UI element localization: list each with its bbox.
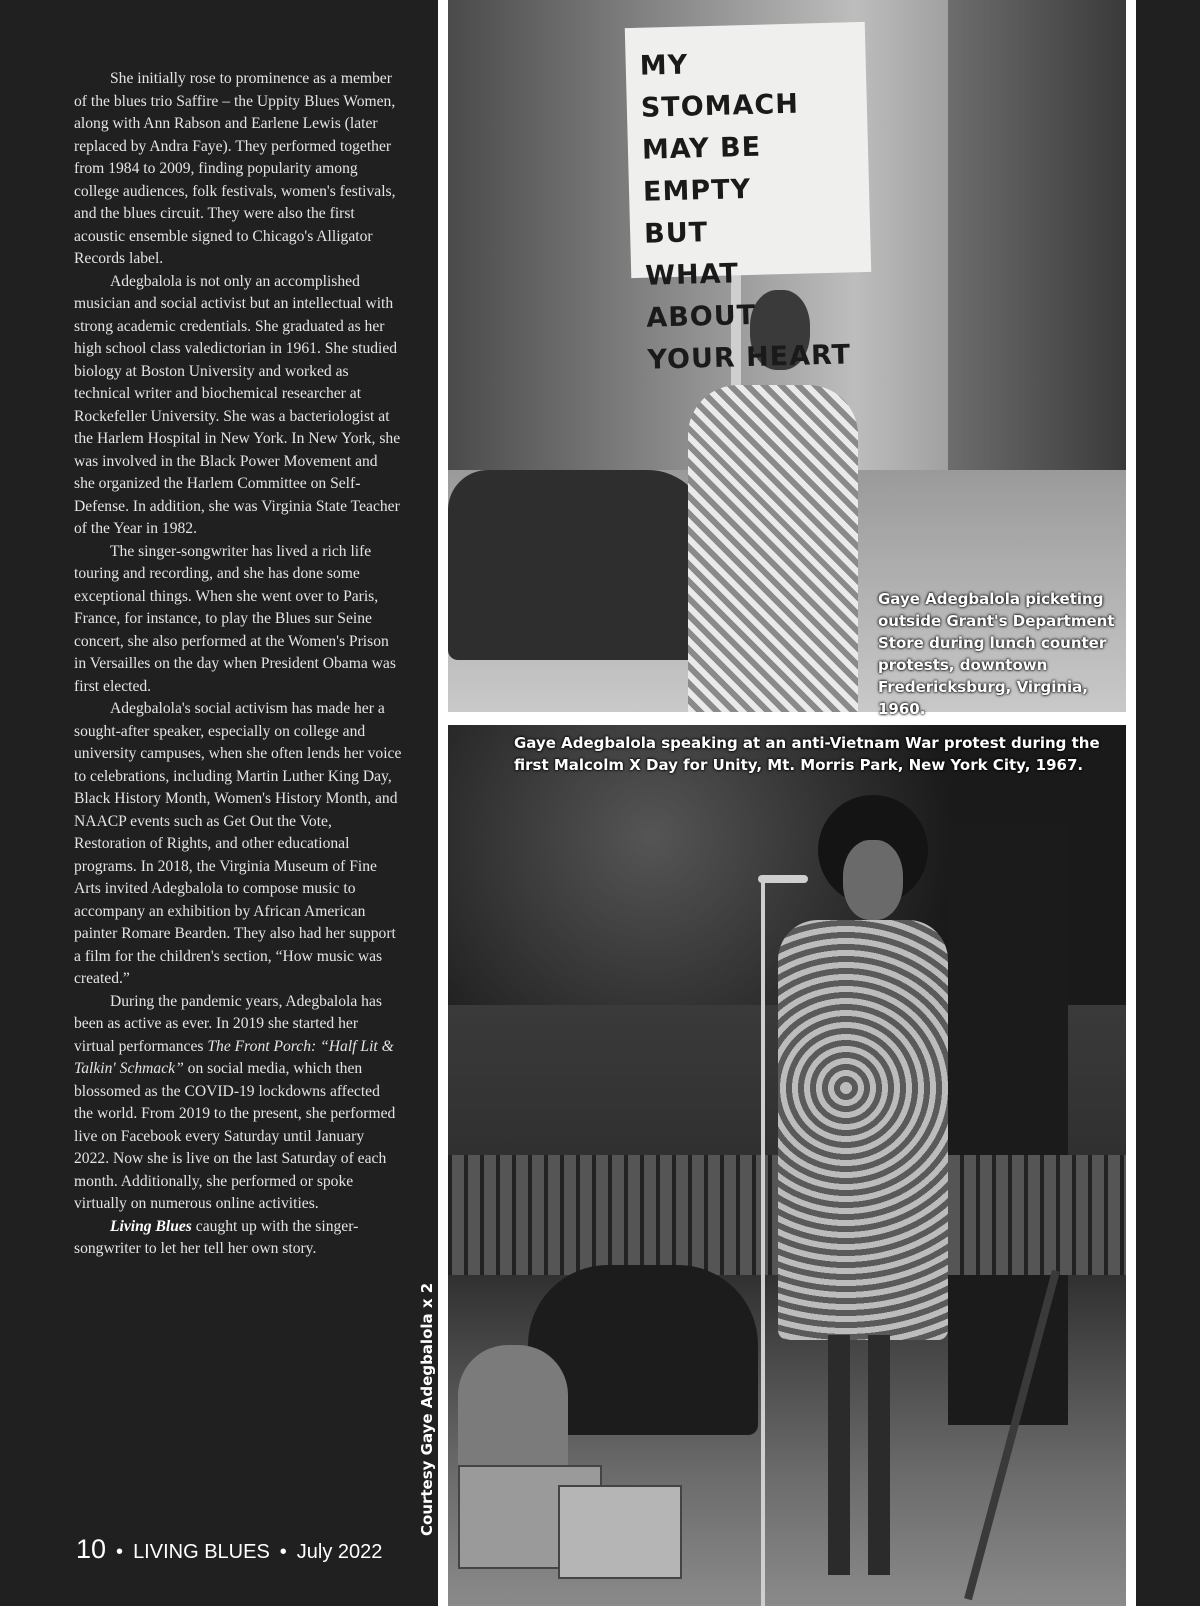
paragraph-4: Adegbalola's social activism has made her a sought-after speaker, especially on college and university campuses, when she often lends her voice to celebrations, including Martin Luther King Day, Black History Month, Women's History Month, and NAACP events such as Get Out the Vote, Restoration of Rights, and other educational programs. In 2018, the Virginia Museum of Fine Arts invited Adegbalola to compose music to accompany an exhibition by African American painter Romare Bearden. They also had her support a film for the children's section, “How music was created.” xyxy=(74,700,402,987)
p6-end: caught up with the singer-songwriter to let her tell her own story. xyxy=(74,1217,359,1257)
paragraph-5 xyxy=(74,991,402,1216)
sign-line-2: MAY BE EMPTY xyxy=(641,131,762,208)
footer-bullet-1: • xyxy=(116,1541,124,1563)
sign-line-1: MY STOMACH xyxy=(639,49,800,124)
magazine-name-inline: Living Blues xyxy=(110,1217,192,1235)
page-number: 10 xyxy=(76,1534,107,1564)
sign-line-3: BUT xyxy=(643,217,709,250)
caption-photo-picketing: Gaye Adegbalola picketing outside Grant's Department Store during lunch counter protests, downtown Fredericksburg, Virginia, 1960. xyxy=(878,590,1115,718)
magazine-name: LIVING BLUES xyxy=(133,1541,270,1563)
article-body xyxy=(74,68,402,1261)
paragraph-1: She initially rose to prominence as a member of the blues trio Saffire – the Uppity Blues Women, along with Ann Rabson and Earlene Lewis (later replaced by Andra Faye). They performed together from 1984 to 2009, finding popularity among college audiences, folk festivals, women's festivals, and the blues circuit. They were also the first acoustic ensemble signed to Chicago's Alligator Records label. xyxy=(74,70,396,267)
paragraph-2: Adegbalola is not only an accomplished musician and social activist but an intellectual with strong academic credentials. She graduated as her high school class valedictorian in 1961. She studied biology at Boston University and worked as technical writer and biochemical researcher at Rockefeller University. She was a bacteriologist at the Harlem Hospital in New York. In New York, she was involved in the Black Power Movement and she organized the Harlem Committee on Self-Defense. In addition, she was Virginia State Teacher of the Year in 1982. xyxy=(74,272,401,537)
sign-line-4: WHAT ABOUT xyxy=(644,258,757,334)
photo-credit: Courtesy Gaye Adegbalola x 2 xyxy=(418,1282,436,1536)
sign-line-5: YOUR HEART xyxy=(647,339,852,376)
issue-date: July 2022 xyxy=(296,1541,383,1563)
caption-photo-speaking: Gaye Adegbalola speaking at an anti-Vietnam War protest during the first Malcolm X Day for Unity, Mt. Morris Park, New York City, 1967. xyxy=(514,734,1100,774)
paragraph-6 xyxy=(74,1216,402,1261)
page-footer xyxy=(76,1534,382,1565)
paragraph-3: The singer-songwriter has lived a rich life touring and recording, and she has done some exceptional things. When she went over to Paris, France, for instance, to play the Blues sur Seine concert, she also performed at the Women's Prison in Versailles on the day when President Obama was first elected. xyxy=(74,542,396,695)
p5-start: During the pandemic years, Adegbalola has been as active as ever. In 2019 she started her virtual performances xyxy=(74,992,382,1055)
p5-end: on social media, which then blossomed as the COVID-19 lockdowns affected the world. From 2019 to the present, she performed live on Facebook every Saturday until January 2022. Now she is live on the last Saturday of each month. Additionally, she performed or spoke virtually on numerous online activities. xyxy=(74,1060,396,1212)
footer-bullet-2: • xyxy=(279,1541,287,1563)
show-title: The Front Porch: “Half Lit & Talkin' Schmack” xyxy=(74,1037,394,1077)
protest-sign xyxy=(625,22,871,376)
photo-speaking xyxy=(448,725,1126,1606)
